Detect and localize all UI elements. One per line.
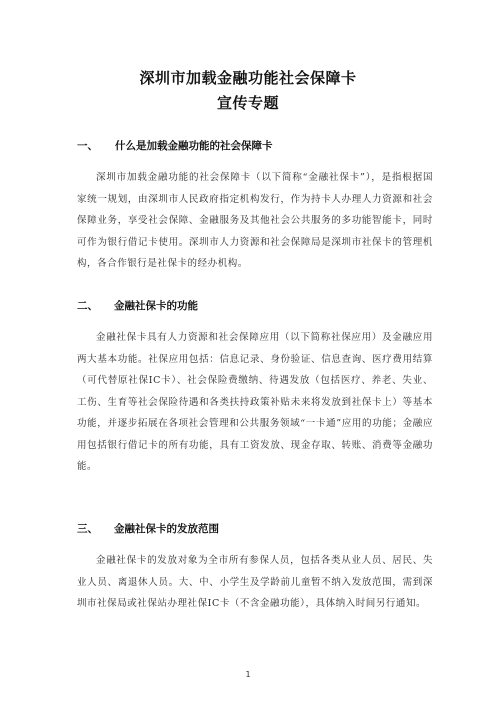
section-paragraph: 金融社保卡具有人力资源和社会保障应用（以下简称社保应用）及金融应用两大基本功能。社保应用包括：信息记录、身份验证、信息查询、医疗费用结算（可代替原社保IC卡）、社会保险费缴纳、待遇发放（包括医疗、养老、失业、工伤、生育等社会保险待遇和各类扶持政策补贴未来将发放到社保卡上）等基本功能，并逐步拓展在各项社会管理和公共服务领域“一卡通”应用的功能；金融应用包括银行借记卡的所有功能，具有工资发放、现金存取、转账、消费等金融功能。	[77, 332, 433, 472]
section-number: 一、	[77, 140, 98, 152]
section-paragraph: 金融社保卡的发放对象为全市所有参保人员，包括各类从业人员、居民、失业人员、离退休人员。大、中、小学生及学龄前儿童暂不纳入发放范围，需到深圳市社保局或社保站办理社保IC卡（不含金融功能），具体纳入时间另行通知。	[77, 555, 433, 609]
section-what-is-card	[77, 138, 433, 275]
document-subtitle: 宣传专题	[216, 94, 279, 112]
section-number: 三、	[77, 523, 98, 535]
section-heading	[77, 138, 433, 154]
section-heading	[77, 521, 433, 537]
section-paragraph: 深圳市加载金融功能的社会保障卡（以下简称“金融社保卡”），是指根据国家统一规划，由深圳市人民政府指定机构发行，作为持卡人办理人力资源和社会保障业务，享受社会保障、金融服务及其他社会公共服务的多功能智能卡，同时可作为银行借记卡使用。深圳市人力资源和社会保障局是深圳市社保卡的管理机构，各合作银行是社保卡的经办机构。	[77, 172, 433, 269]
section-heading-text: 金融社保卡的发放范围	[114, 523, 219, 535]
page-number: 1	[245, 670, 251, 679]
document-title: 深圳市加载金融功能社会保障卡	[139, 69, 357, 87]
section-card-functions	[77, 298, 433, 478]
section-heading	[77, 298, 433, 314]
section-issuance-scope	[77, 521, 433, 615]
section-heading-text: 什么是加载金融功能的社会保障卡	[115, 140, 273, 152]
section-heading-text: 金融社保卡的功能	[114, 300, 198, 312]
section-number: 二、	[77, 300, 98, 312]
